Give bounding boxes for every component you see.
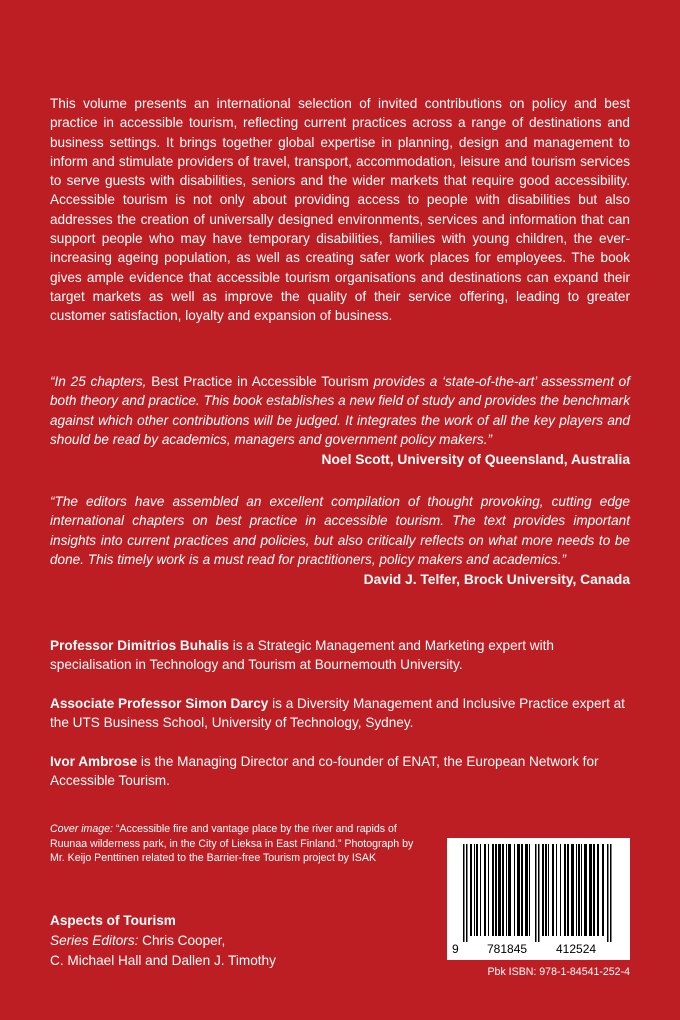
barcode-bar	[564, 844, 566, 936]
barcode-bar	[474, 844, 475, 936]
barcode-digits-group-1: 781845	[487, 942, 528, 956]
series-name: Aspects of Tourism	[50, 913, 176, 928]
barcode-bar	[480, 844, 481, 936]
barcode-bar	[589, 844, 592, 936]
barcode-guard-bar	[535, 844, 537, 942]
barcode-bar	[556, 844, 557, 936]
editor-name: Ivor Ambrose	[50, 754, 138, 769]
endorsement-quote-2	[50, 492, 630, 589]
barcode-bar	[545, 844, 547, 936]
barcode-bar	[495, 844, 497, 936]
quote-1-text	[50, 372, 630, 449]
isbn-barcode	[447, 838, 630, 960]
editor-bio-buhalis	[50, 636, 630, 675]
barcode-bar	[476, 844, 478, 936]
barcode-bar	[602, 844, 604, 936]
barcode-bar	[548, 844, 549, 936]
barcode-bar	[597, 844, 599, 936]
quote-1-attribution: Noel Scott, University of Queensland, Australia	[321, 452, 630, 468]
book-description: This volume presents an international selection of invited contributions on policy and best practice in accessible tourism, reflecting current practices across a range of destinations and business settings. It brings together global expertise in planning, design and management to inform and stimulate providers of travel, transport, accommodation, leisure and tourism services to serve guests with disabilities, seniors and the wider markets that require good accessibility. Accessible tourism is not only about providing access to people with disabilities but also addresses the creation of universally designed environments, services and information that can support people who may have temporary disabilities, families with young children, the ever-increasing ageing population, as well as creating safer work places for employees. The book gives ample evidence that accessible tourism organisations and destinations can expand their target markets as well as improve the quality of their service offering, leading to greater customer satisfaction, loyalty and expansion of business.	[50, 96, 630, 324]
barcode-bar	[571, 844, 574, 936]
editor-bio-darcy	[50, 694, 630, 733]
barcode-bar	[488, 844, 489, 936]
barcode-bar	[525, 844, 528, 936]
series-editors-line-2: C. Michael Hall and Dallen J. Timothy	[50, 953, 276, 968]
endorsement-quote-1	[50, 372, 630, 469]
barcode-guard-bar	[538, 844, 540, 942]
barcode-bar	[578, 844, 580, 936]
barcode-bar	[517, 844, 520, 936]
barcode-guard-bar	[463, 844, 465, 942]
barcode-bar	[581, 844, 582, 936]
editor-bio-ambrose	[50, 752, 630, 791]
barcode-bar	[492, 844, 494, 936]
barcode-bar	[508, 844, 511, 936]
isbn-text: Pbk ISBN: 978-1-84541-252-4	[487, 966, 630, 978]
barcode-bar	[506, 844, 507, 936]
barcode-bar	[484, 844, 486, 936]
barcode-guard-bar	[466, 844, 468, 942]
barcode-bars	[447, 838, 630, 942]
barcode-bar	[560, 844, 561, 936]
barcode-digits-group-2: 412524	[556, 942, 597, 956]
barcode-bar	[470, 844, 472, 936]
quote-2-text: “The editors have assembled an excellent compilation of thought provoking, cutting edge international chapters on best practice in accessible tourism. The text provides important insights into current practices and policies, but also critically reflects on what more needs to be done. This timely work is a must read for practitioners, policy makers and academics.”	[50, 494, 630, 567]
cover-credit-label: Cover image:	[50, 823, 113, 835]
editor-name: Professor Dimitrios Buhalis	[50, 638, 230, 653]
editor-description: is a Strategic Management and Marketing expert with specialisation in Technology and Tourism at Bournemouth University.	[50, 638, 554, 673]
barcode-bar	[576, 844, 577, 936]
barcode-guard-bar	[610, 844, 612, 942]
barcode-bar	[542, 844, 544, 936]
quote-1-part-1: “In 25 chapters,	[50, 374, 152, 389]
barcode-bar	[502, 844, 504, 936]
cover-image-credit	[50, 822, 430, 866]
barcode-bar	[593, 844, 595, 936]
quote-1-part-2: provides a ‘state-of-the-art’ assessment of both theory and practice. This book establishes a new field of study and provides the benchmark against which other contributions will be judged. It integrates the work of all the key players and should be read by academics, managers and government policy makers.”	[50, 374, 630, 447]
barcode-bar	[529, 844, 530, 936]
barcode-bar	[514, 844, 515, 936]
barcode-bar	[521, 844, 523, 936]
series-info	[50, 911, 430, 971]
editor-name: Associate Professor Simon Darcy	[50, 696, 269, 711]
series-editors-label: Series Editors:	[50, 933, 139, 948]
barcode-bar	[498, 844, 501, 936]
editor-description: is a Diversity Management and Inclusive Practice expert at the UTS Business School, University of Technology, Sydney.	[50, 696, 625, 731]
barcode-bar	[567, 844, 569, 936]
series-editors-line-1	[50, 931, 430, 951]
cover-credit-text: “Accessible fire and vantage place by the river and rapids of Ruunaa wilderness park, in the City of Lieksa in East Finland.” Photograph by Mr. Keijo Penttinen related to the Barrier-free Tourism project by ISAK	[50, 823, 414, 865]
editor-description: is the Managing Director and co-founder of ENAT, the European Network for Accessible Tourism.	[50, 754, 599, 789]
barcode-guard-bar	[607, 844, 609, 942]
quote-1-book-title: Best Practice in Accessible Tourism	[151, 374, 369, 389]
barcode-lead-digit: 9	[452, 942, 459, 956]
quote-2-attribution: David J. Telfer, Brock University, Canada	[363, 572, 630, 588]
series-editors-first: Chris Cooper,	[138, 933, 226, 948]
barcode-bar	[552, 844, 554, 936]
barcode-bar	[584, 844, 587, 936]
